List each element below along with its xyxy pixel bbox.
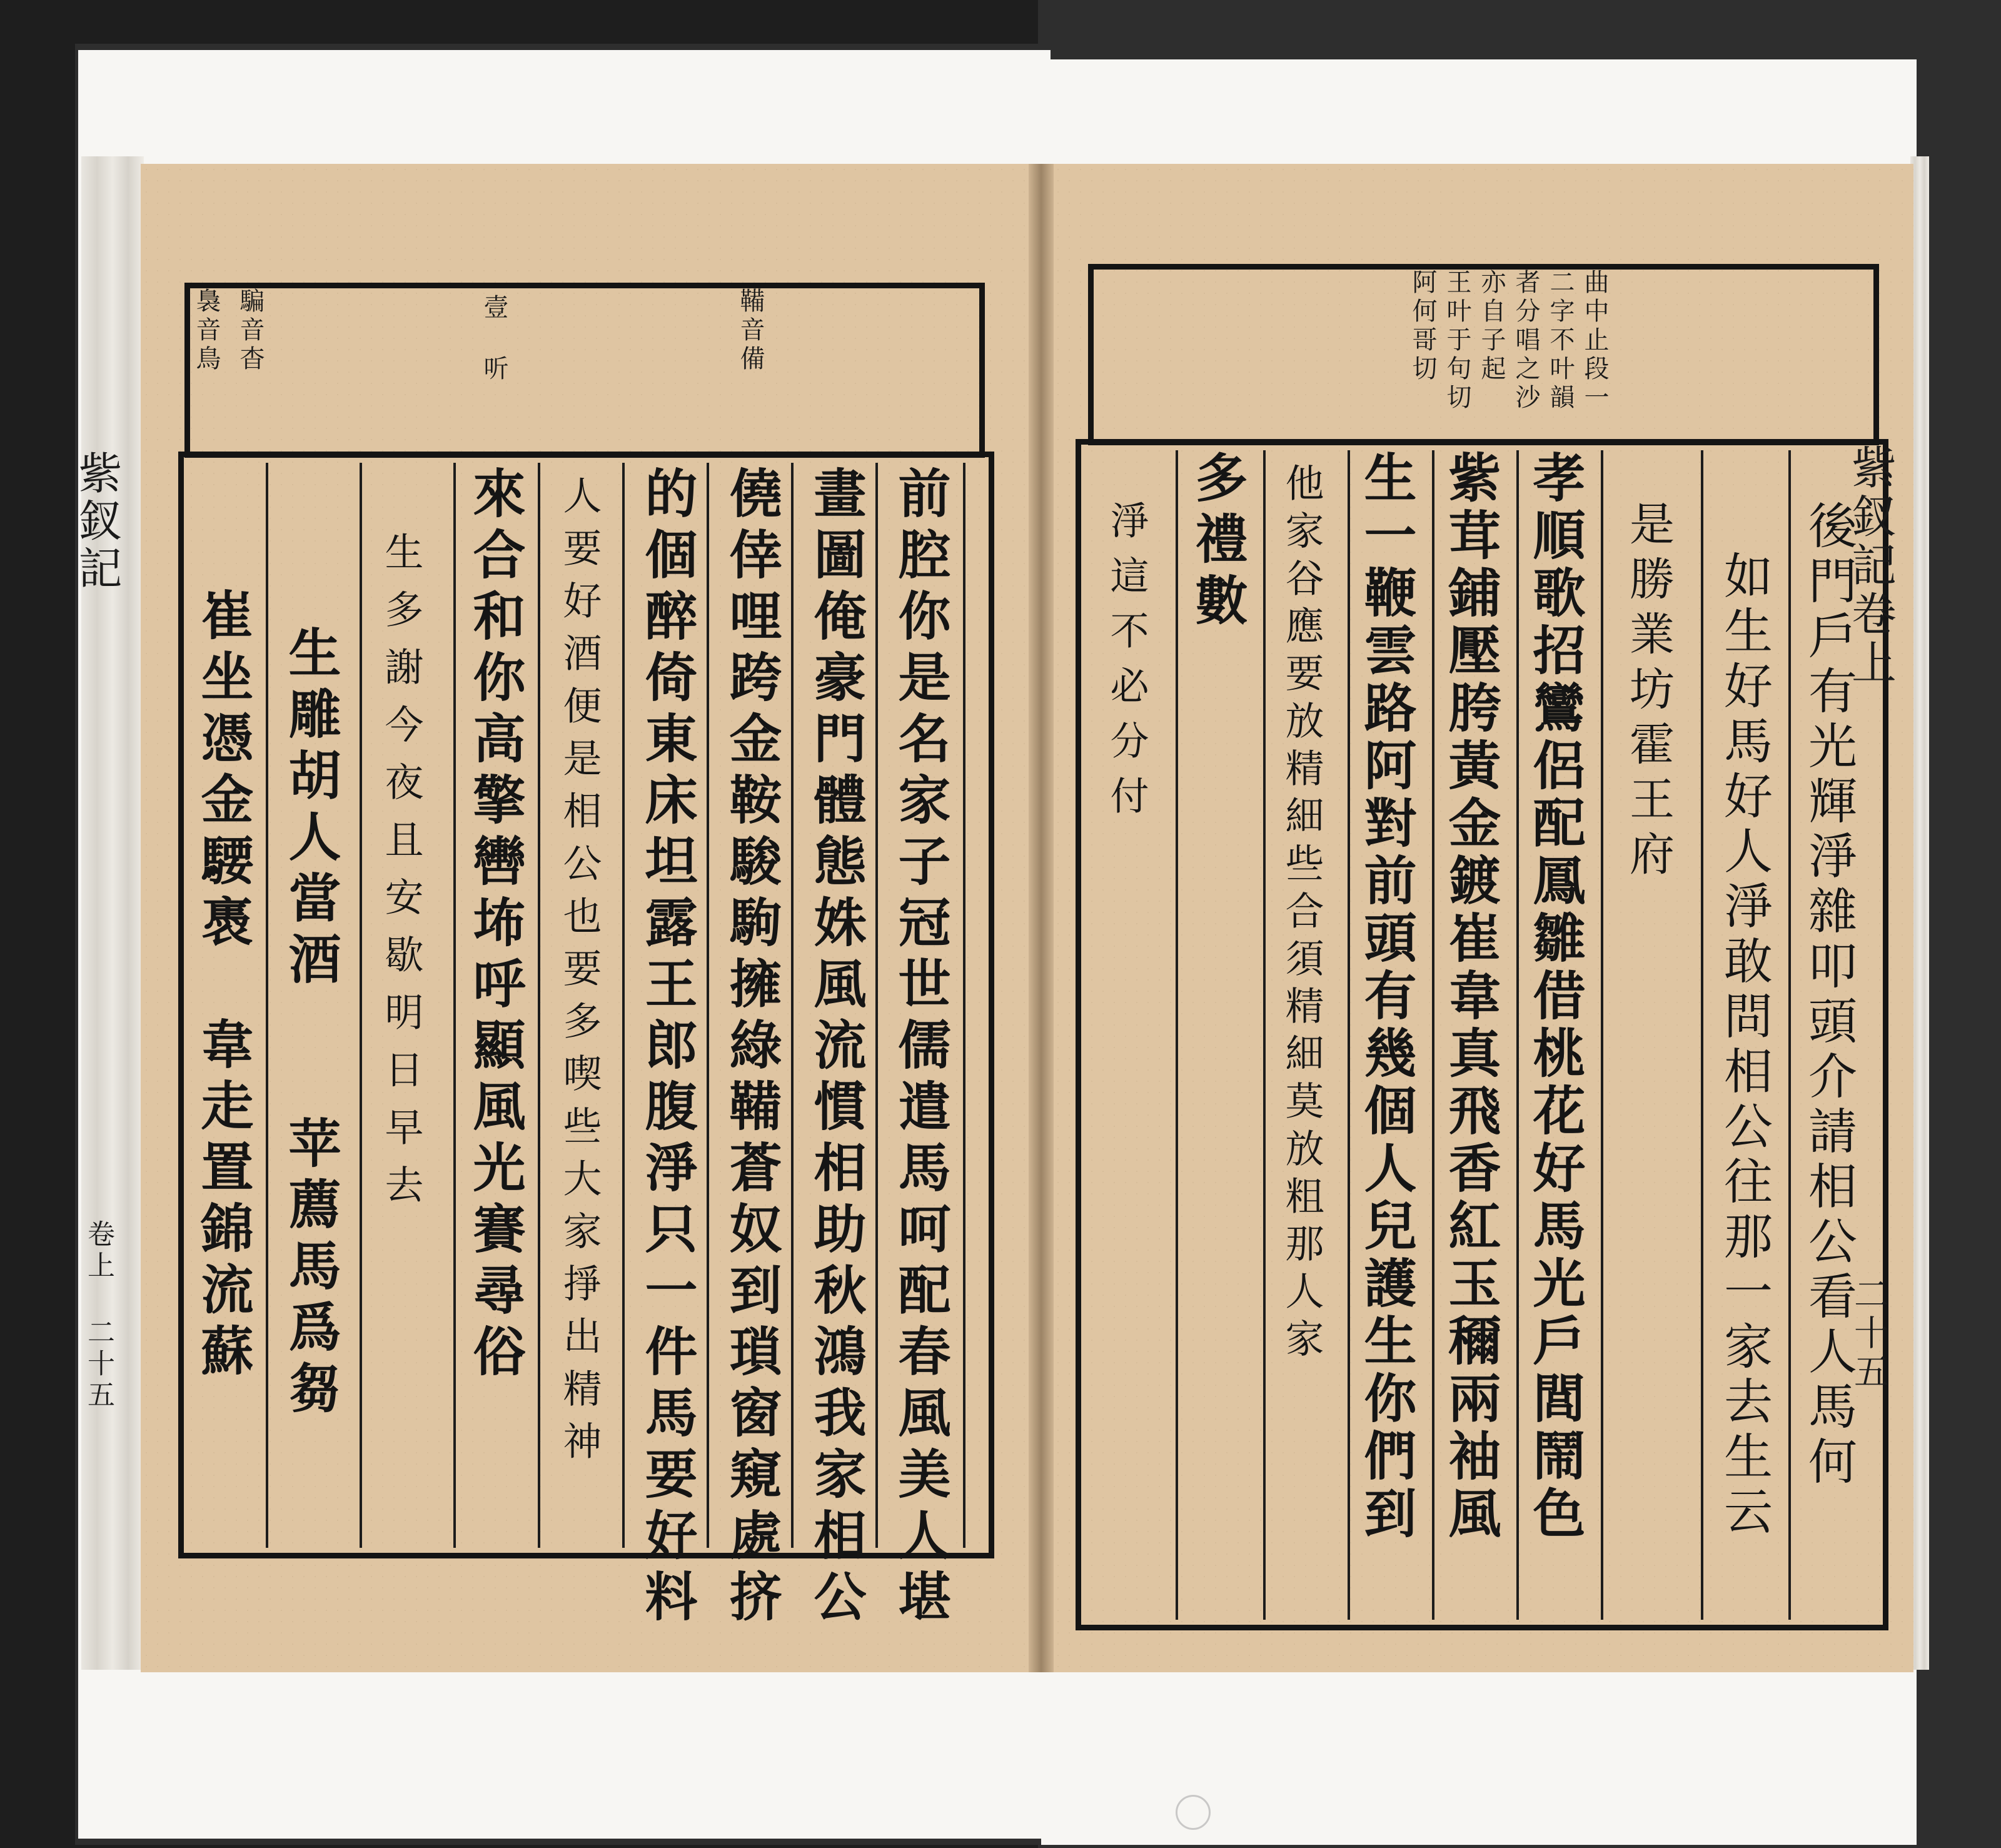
text-column: 畫圖俺豪門體態姝風流慣相助秋鴻我家相公 bbox=[805, 466, 867, 1630]
text-column: 來合和你高擎轡㘵呼顯風光賽尋俗 bbox=[465, 466, 527, 1385]
spine-gutter bbox=[1029, 164, 1054, 1672]
text-column: 僥倖哩跨金鞍駿駒擁綠鞴蒼奴到瑣窗窺處挤 bbox=[721, 466, 783, 1630]
right-col-rule bbox=[1176, 450, 1178, 1620]
margin-title: 紫釵記 bbox=[71, 450, 123, 593]
left-col-rule bbox=[963, 463, 965, 1548]
right-col-rule bbox=[1263, 450, 1266, 1620]
right-col-rule bbox=[1432, 450, 1434, 1620]
left-col-rule bbox=[538, 463, 540, 1548]
text-column: 前腔你是名家子冠世儒遣馬呵配春風美人堪 bbox=[890, 466, 952, 1630]
margin-page: 二十五 bbox=[1848, 1276, 1889, 1392]
text-column: 多禮數 bbox=[1187, 450, 1249, 634]
header-gloss: 鞴音備 bbox=[736, 288, 765, 374]
header-note: 亦自子起 bbox=[1477, 269, 1506, 384]
right-col-rule bbox=[1788, 450, 1791, 1620]
text-column: 他家谷應要放精細些合須精細莫放粗那人家 bbox=[1279, 463, 1324, 1366]
header-note: 曲中止段一 bbox=[1580, 269, 1609, 413]
left-page-stack-edge bbox=[81, 156, 144, 1670]
text-column: 的個醉倚東床坦露王郎腹淨只一件馬要好料 bbox=[637, 466, 698, 1630]
text-column: 紫茸鋪壓胯黃金鍍崔韋真飛香紅玉穪兩袖風 bbox=[1440, 450, 1502, 1543]
text-column: 孝順歌招鸞侶配鳳雛借桃花好馬光戶閭鬧色 bbox=[1525, 450, 1586, 1543]
margin-page: 卷上 二十五 bbox=[83, 1219, 114, 1411]
text-column: 後門戶有光輝淨雜叩頭介請相公看人馬何 bbox=[1800, 500, 1857, 1491]
text-column: 生一鞭雲路阿對前頭有幾個人兒護生你們到 bbox=[1356, 450, 1418, 1543]
header-note: 者分唱之沙 bbox=[1511, 269, 1540, 413]
header-note: 阿何哥切 bbox=[1408, 269, 1437, 384]
text-column: 生多謝今夜且安歇明日早去 bbox=[378, 532, 424, 1222]
text-column: 如生好馬好人淨敢問相公往那一家去生云 bbox=[1716, 550, 1772, 1541]
text-column: 崔坐憑金騕褭 韋走置錦流蘇 bbox=[193, 588, 255, 1385]
left-col-rule bbox=[622, 463, 625, 1548]
text-column: 淨這不必分付 bbox=[1104, 500, 1149, 831]
left-col-rule bbox=[707, 463, 709, 1548]
margin-title: 紫釵記卷上 bbox=[1844, 444, 1897, 688]
header-note: 二字不叶韻 bbox=[1546, 269, 1575, 413]
header-gloss: 壹 听 bbox=[480, 294, 508, 384]
header-gloss: 騙音杳 bbox=[236, 288, 265, 374]
right-col-rule bbox=[1348, 450, 1350, 1620]
right-col-rule bbox=[1516, 450, 1519, 1620]
right-col-rule bbox=[1701, 450, 1703, 1620]
text-column: 是勝業坊霍王府 bbox=[1622, 500, 1675, 886]
left-col-rule bbox=[875, 463, 878, 1548]
header-gloss: 裊音鳥 bbox=[192, 288, 221, 374]
library-seal-icon bbox=[1176, 1795, 1211, 1830]
left-col-rule bbox=[453, 463, 456, 1548]
left-header-box bbox=[184, 283, 985, 458]
right-col-rule bbox=[1601, 450, 1603, 1620]
header-note: 王叶于句切 bbox=[1443, 269, 1471, 413]
left-col-rule bbox=[360, 463, 362, 1548]
text-column: 生雕胡人當酒 苹薦馬爲芻 bbox=[280, 625, 342, 1422]
text-column: 人要好酒便是相公也要多喫些大家掙出精神 bbox=[557, 475, 602, 1473]
left-col-rule bbox=[791, 463, 794, 1548]
left-col-rule bbox=[266, 463, 268, 1548]
